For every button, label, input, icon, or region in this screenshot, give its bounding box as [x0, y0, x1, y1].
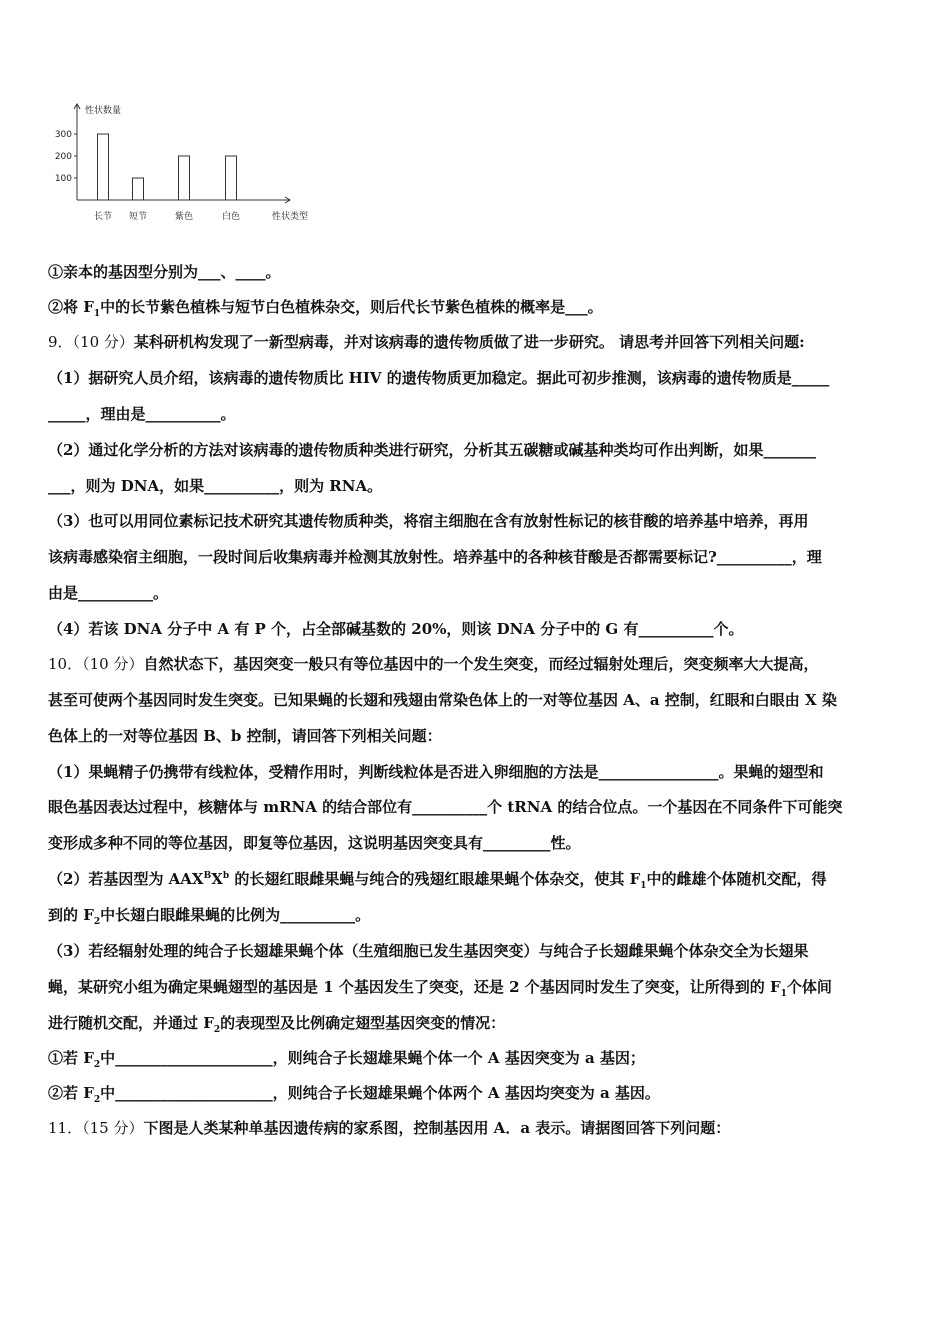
q10-line2: 色体上的一对等位基因 B、b 控制，请回答下列相关问题： [48, 727, 442, 745]
question-number: 11． [48, 1119, 83, 1137]
q9-line3: （2）通过化学分析的方法对该病毒的遗传物质种类进行研究，分析其五碳糖或碱基种类均可作出判断，如果_______ [48, 441, 816, 459]
x-tick-label: 长节 [93, 212, 113, 222]
q10-line4: 眼色基因表达过程中，核糖体与 mRNA 的结合部位有__________个 tRNA 的结合位点。一个基因在不同条件下可能突 [48, 798, 843, 816]
x-axis-label: 性状类型 [271, 212, 309, 222]
bar-2 [179, 156, 190, 200]
question-score: （10 分） [82, 655, 144, 673]
question-score: （15 分） [82, 1119, 144, 1137]
x-tick-label: 紫色 [174, 212, 194, 222]
q9-line2: _____，理由是__________。 [48, 405, 236, 423]
q10-line6: （2）若基因型为 $AAX^BX^b$ 的长翅红眼雌果蝇与纯合的残翅红眼雄果蝇个体杂交，使其 $F_1$中的雌雄个体随机交配，得 [48, 870, 827, 891]
q10-line12: ②若 $F_2$中_____________________，则纯合子长翅雄果蝇个体两个 A 基因均突变为 a 基因。 [48, 1084, 660, 1105]
q9-line7: 由是__________。 [48, 584, 169, 602]
q9-line1: （1）据研究人员介绍，该病毒的遗传物质比 HIV 的遗传物质更加稳定。据此可初步推测，该病毒的遗传物质是_____ [48, 369, 830, 387]
y-tick-label: 300 [54, 130, 72, 140]
q11-header: 11．（15 分）下图是人类某种单基因遗传病的家系图，控制基因用 A．a 表示。请据图回答下列问题： [48, 1119, 731, 1137]
x-tick-label: 白色 [221, 212, 241, 222]
q10-header: 10．（10 分）自然状态下，基因突变一般只有等位基因中的一个发生突变，而经过辐射处理后，突变频率大大提高， [48, 655, 819, 673]
q10-line11: ①若 $F_2$中_____________________，则纯合子长翅雄果蝇个体一个 A 基因突变为 a 基因； [48, 1049, 645, 1070]
bar-1 [133, 178, 144, 200]
q10-line10: 进行随机交配，并通过 $F_2$的表现型及比例确定翅型基因突变的情况： [48, 1014, 506, 1035]
bar-0 [98, 134, 109, 200]
bar-3 [226, 156, 237, 200]
q10-line8: （3）若经辐射处理的纯合子长翅雄果蝇个体（生殖细胞已发生基因突变）与纯合子长翅雌果蝇个体杂交全为长翅果 [48, 942, 809, 960]
q9-line5: （3）也可以用同位素标记技术研究其遗传物质种类，将宿主细胞在含有放射性标记的核苷酸的培养基中培养，再用 [48, 512, 809, 530]
trait-bar-chart [40, 96, 330, 226]
y-axis-label: 性状数量 [85, 106, 122, 116]
q10-line9: 蝇，某研究小组为确定果蝇翅型的基因是 1 个基因发生了突变，还是 2 个基因同时发生了突变，让所得到的 $F_1$个体间 [48, 978, 832, 999]
q8-part1: ①亲本的基因型分别为___、____。 [48, 263, 281, 281]
y-tick-label: 200 [54, 152, 72, 162]
q10-line1: 甚至可使两个基因同时发生突变。已知果蝇的长翅和残翅由常染色体上的一对等位基因 A、a 控制，红眼和白眼由 X 染 [48, 691, 837, 709]
x-tick-label: 短节 [128, 212, 148, 222]
q9-line6: 该病毒感染宿主细胞，一段时间后收集病毒并检测其放射性。培养基中的各种核苷酸是否都需要标记?__________，理 [48, 548, 822, 566]
question-number: 10． [48, 655, 83, 673]
q9-line8: （4）若该 DNA 分子中 A 有 P 个，占全部碱基数的 20%，则该 DNA 分子中的 G 有__________个。 [48, 620, 744, 638]
q10-line5: 变形成多种不同的等位基因，即复等位基因，这说明基因突变具有_________性。 [48, 834, 581, 852]
q9-header: 9．（10 分）某科研机构发现了一新型病毒，并对该病毒的遗传物质做了进一步研究。 请思考并回答下列相关问题: [48, 333, 805, 351]
y-tick-label: 100 [54, 174, 72, 184]
q10-line7: 到的 $F_2$中长翅白眼雌果蝇的比例为__________。 [48, 906, 371, 927]
q9-line4: ___，则为 DNA，如果__________，则为 RNA。 [48, 477, 383, 495]
q8-part2: ②将 $F_1$中的长节紫色植株与短节白色植株杂交，则后代长节紫色植株的概率是___。 [48, 298, 603, 319]
question-score: （10 分） [72, 333, 134, 351]
question-number: 9． [48, 333, 73, 351]
q10-line3: （1）果蝇精子仍携带有线粒体，受精作用时，判断线粒体是否进入卵细胞的方法是________________。果蝇的翅型和 [48, 763, 824, 781]
